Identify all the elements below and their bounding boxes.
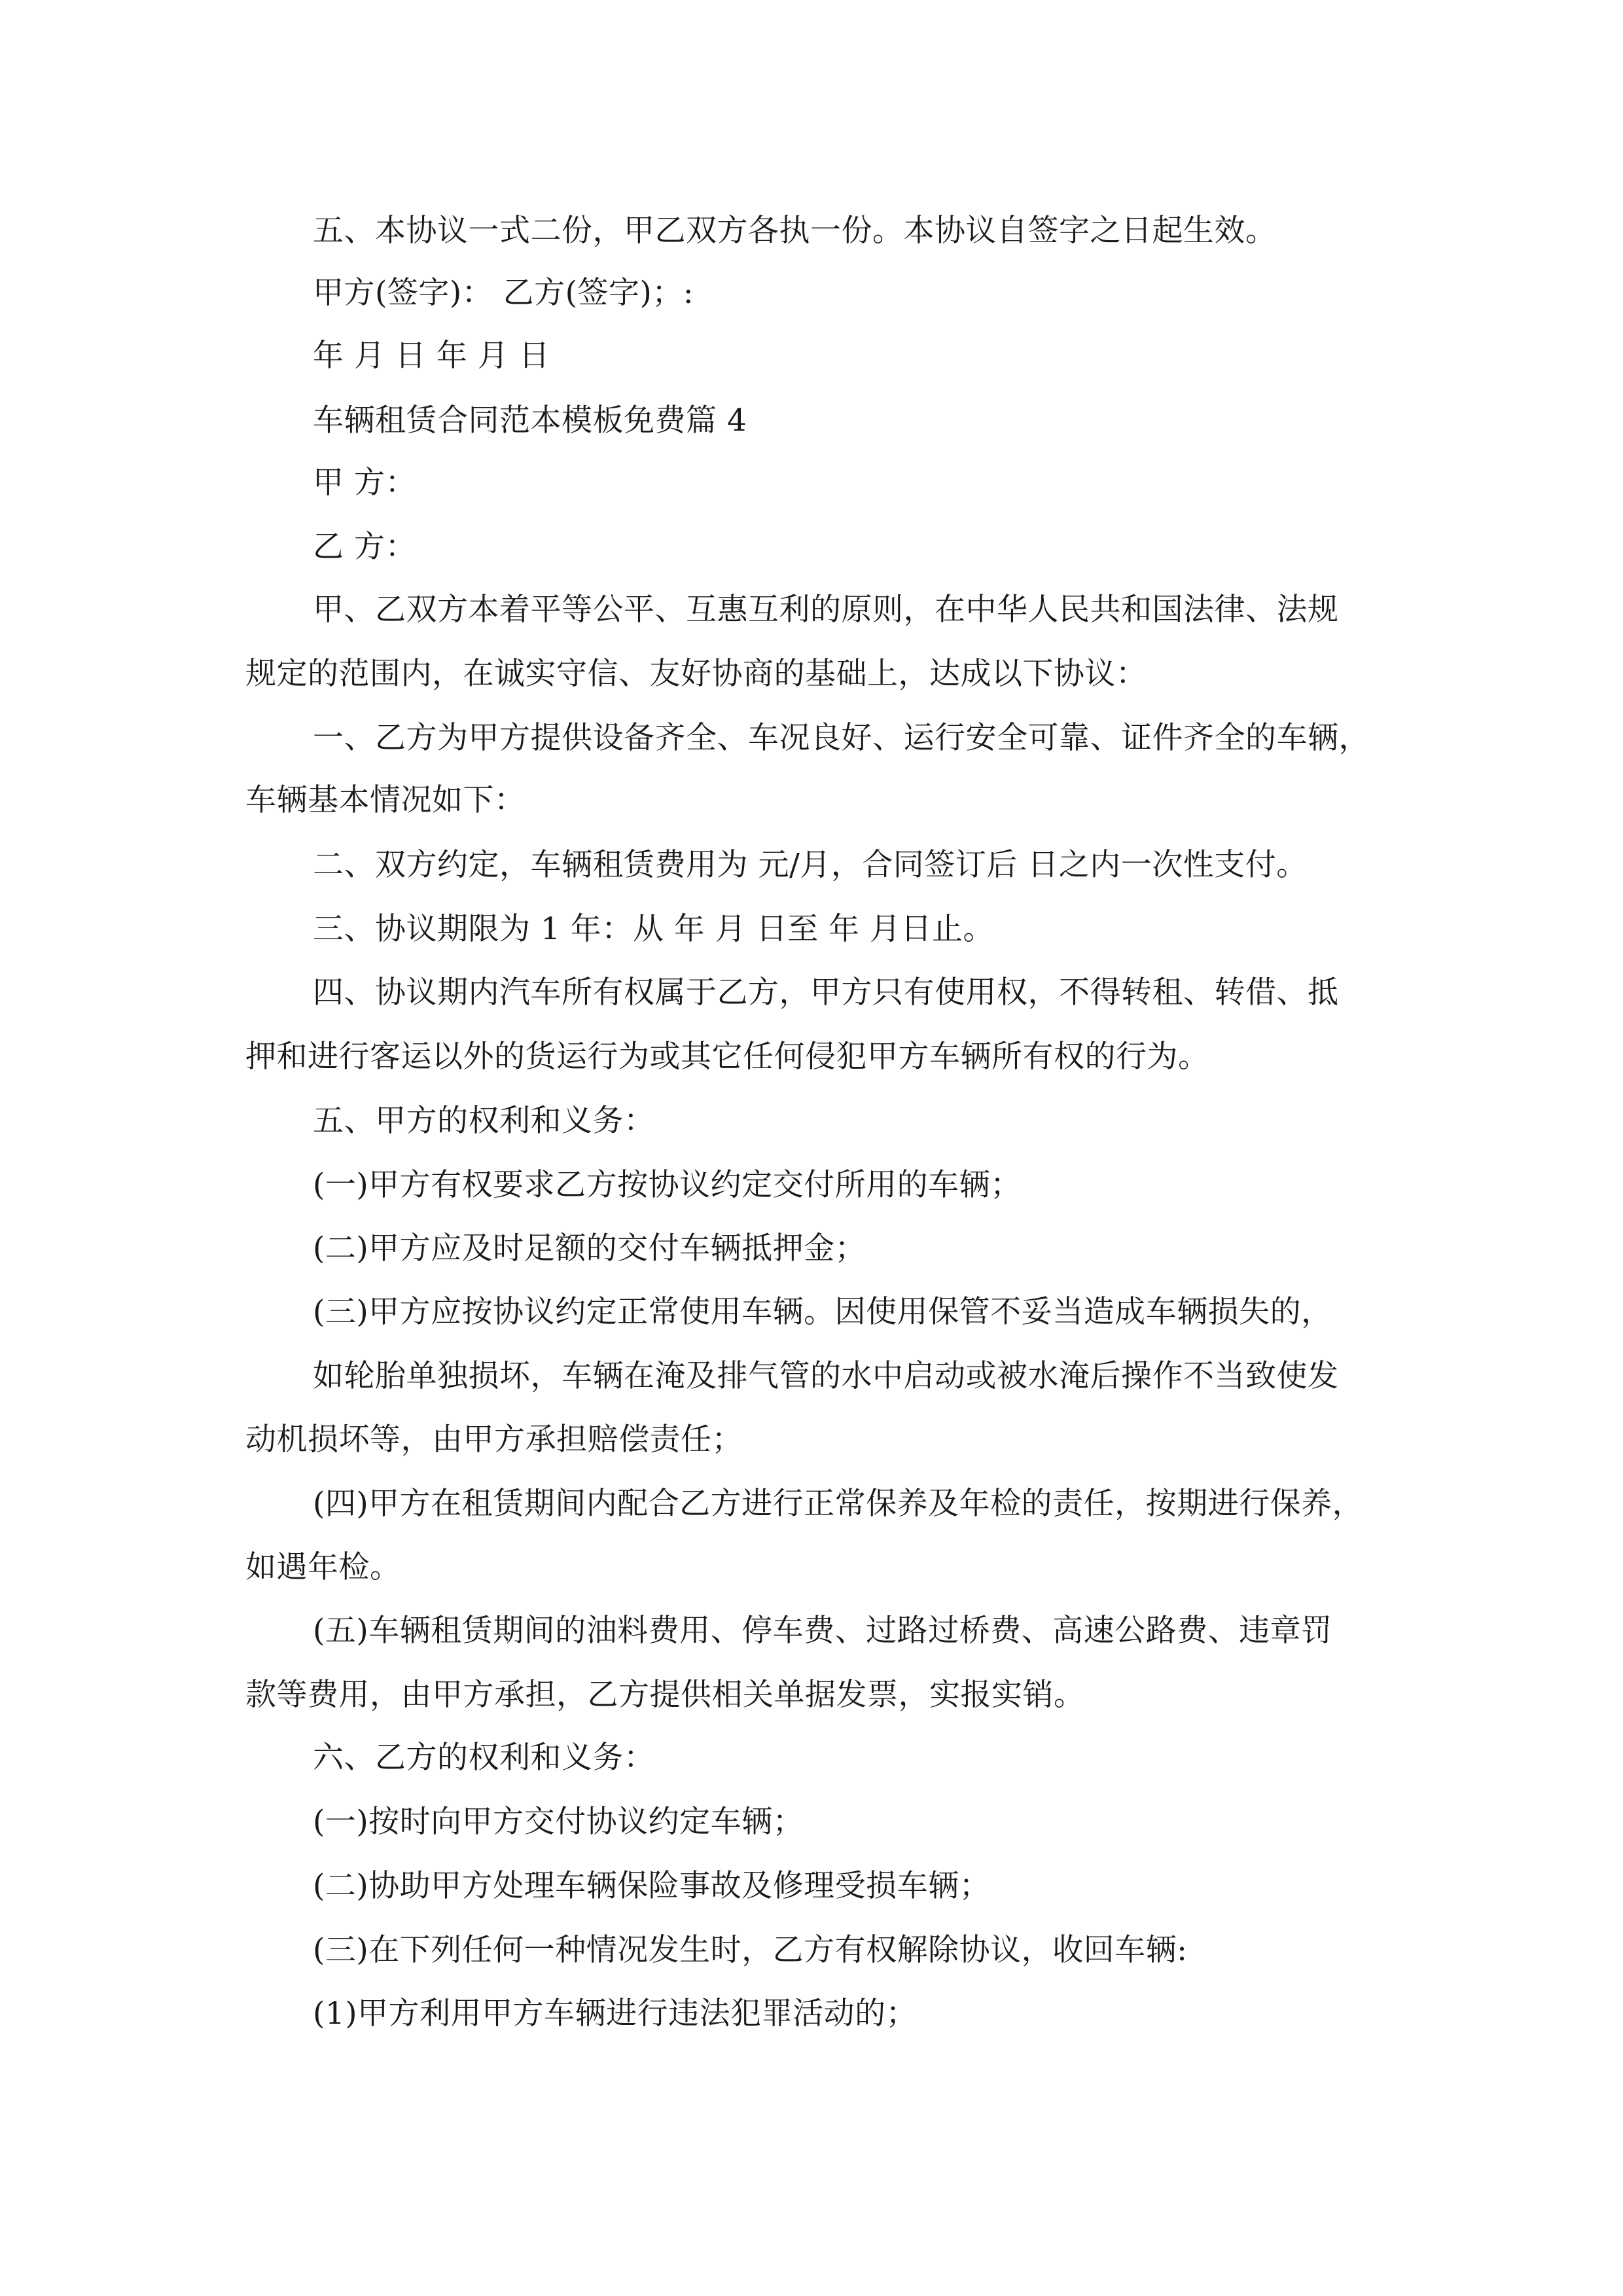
clause-5-heading: 五、甲方的权利和义务： bbox=[313, 1103, 655, 1139]
clause-5-item-3-line-1: (三)甲方应按协议约定正常使用车辆。因使用保管不妥当造成车辆损失的， bbox=[313, 1294, 1332, 1330]
date-line: 年 月 日 年 月 日 bbox=[313, 338, 550, 374]
party-a-label: 甲 方： bbox=[313, 465, 416, 501]
signature-line: 甲方(签字)： 乙方(签字)；: bbox=[313, 275, 694, 311]
clause-5-item-2: (二)甲方应及时足额的交付车辆抵押金； bbox=[313, 1230, 866, 1266]
clause-4-line-2: 押和进行客运以外的货运行为或其它任何侵犯甲方车辆所有权的行为。 bbox=[245, 1039, 1209, 1075]
clause-5-item-4-line-1: (四)甲方在租赁期间内配合乙方进行正常保养及年检的责任，按期进行保养， bbox=[313, 1486, 1364, 1522]
clause-5-item-4-line-2: 如遇年检。 bbox=[245, 1549, 401, 1585]
clause-6-item-1: (一)按时向甲方交付协议约定车辆； bbox=[313, 1804, 804, 1840]
preamble-line-1: 甲、乙双方本着平等公平、互惠互利的原则，在中华人民共和国法律、法规 bbox=[313, 592, 1339, 628]
clause-5-item-1: (一)甲方有权要求乙方按协议约定交付所用的车辆； bbox=[313, 1167, 1022, 1203]
clause-5-copies: 五、本协议一式二份，甲乙双方各执一份。本协议自签字之日起生效。 bbox=[313, 213, 1277, 249]
clause-6-heading: 六、乙方的权利和义务： bbox=[313, 1740, 655, 1776]
clause-1-line-1: 一、乙方为甲方提供设备齐全、车况良好、运行安全可靠、证件齐全的车辆， bbox=[313, 720, 1370, 756]
clause-4-line-1: 四、协议期内汽车所有权属于乙方，甲方只有使用权，不得转租、转借、抵 bbox=[313, 975, 1339, 1011]
clause-5-item-3-line-2: 如轮胎单独损坏，车辆在淹及排气管的水中启动或被水淹后操作不当致使发 bbox=[313, 1358, 1339, 1394]
clause-6-item-3: (三)在下列任何一种情况发生时，乙方有权解除协议，收回车辆: bbox=[313, 1932, 1188, 1968]
party-b-label: 乙 方： bbox=[313, 529, 416, 565]
clause-5-item-3-line-3: 动机损坏等，由甲方承担赔偿责任； bbox=[245, 1422, 743, 1458]
clause-5-item-5-line-2: 款等费用，由甲方承担，乙方提供相关单据发票，实报实销。 bbox=[245, 1677, 1085, 1713]
clause-1-line-2: 车辆基本情况如下： bbox=[245, 782, 526, 818]
section-heading: 车辆租赁合同范本模板免费篇 4 bbox=[313, 403, 747, 439]
clause-6-item-2: (二)协助甲方处理车辆保险事故及修理受损车辆； bbox=[313, 1868, 991, 1904]
preamble-line-2: 规定的范围内，在诚实守信、友好协商的基础上，达成以下协议： bbox=[245, 656, 1147, 692]
clause-3: 三、协议期限为 1 年：从 年 月 日至 年 月日止。 bbox=[313, 911, 994, 947]
clause-5-item-5-line-1: (五)车辆租赁期间的油料费用、停车费、过路过桥费、高速公路费、违章罚 bbox=[313, 1613, 1332, 1649]
clause-6-item-3-sub-1: (1)甲方利用甲方车辆进行违法犯罪活动的； bbox=[313, 1996, 918, 2032]
clause-2: 二、双方约定，车辆租赁费用为 元/月，合同签订后 日之内一次性支付。 bbox=[313, 847, 1308, 883]
